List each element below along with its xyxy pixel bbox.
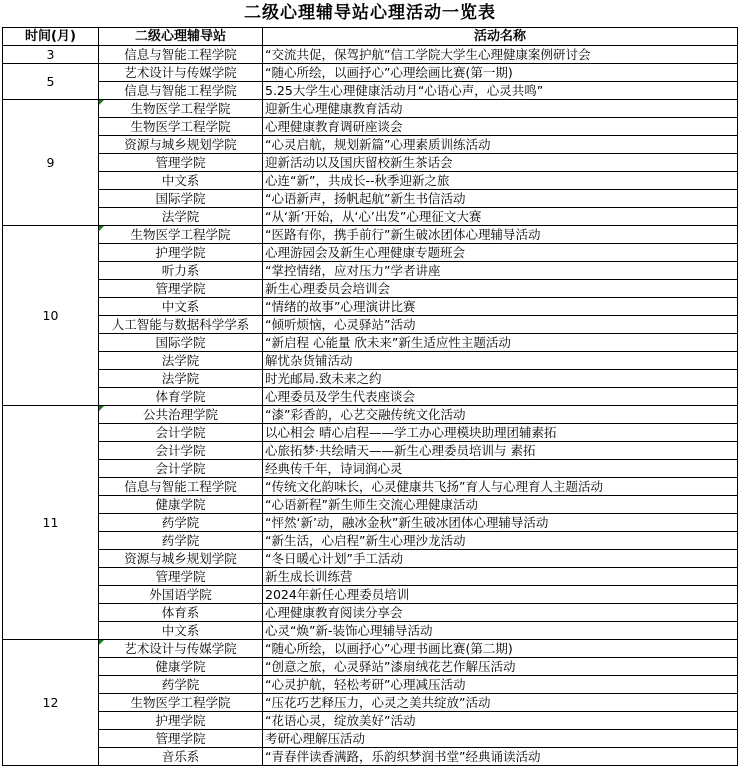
station-cell: 听力系 <box>99 262 263 280</box>
station-cell: 健康学院 <box>99 496 263 514</box>
station-cell: 国际学院 <box>99 334 263 352</box>
activity-cell: “怦然‘新’动，融冰金秋”新生破冰团体心理辅导活动 <box>263 514 738 532</box>
station-cell: 音乐系 <box>99 748 263 766</box>
table-row <box>3 568 738 586</box>
month-cell: 5 <box>3 64 99 100</box>
station-cell: 生物医学工程学院 <box>99 118 263 136</box>
table-row <box>3 190 738 208</box>
station-cell: 外国语学院 <box>99 586 263 604</box>
station-cell: 公共治理学院 <box>99 406 263 424</box>
activity-cell: 解忧杂货铺活动 <box>263 352 738 370</box>
table-row <box>3 712 738 730</box>
table-row <box>3 226 738 244</box>
activity-cell: 迎新生心理健康教育活动 <box>263 100 738 118</box>
activity-cell: “心灵启航，规划新篇”心理素质训练活动 <box>263 136 738 154</box>
activity-cell: “随心所绘，以画抒心”心理绘画比赛(第一期) <box>263 64 738 82</box>
table-row <box>3 388 738 406</box>
table-row <box>3 478 738 496</box>
month-cell: 11 <box>3 406 99 640</box>
table-row <box>3 748 738 766</box>
station-cell: 会计学院 <box>99 424 263 442</box>
station-cell: 资源与城乡规划学院 <box>99 550 263 568</box>
header-row <box>3 28 738 46</box>
table-row <box>3 46 738 64</box>
activity-cell: 心理游园会及新生心理健康专题班会 <box>263 244 738 262</box>
activity-cell: “压花巧艺释压力，心灵之美共绽放”活动 <box>263 694 738 712</box>
table-row <box>3 100 738 118</box>
header-activity: 活动名称 <box>263 28 738 46</box>
station-cell: 人工智能与数据科学学系 <box>99 316 263 334</box>
table-body <box>3 46 738 766</box>
table-row <box>3 730 738 748</box>
station-cell: 中文系 <box>99 298 263 316</box>
activity-cell: “心语新声，扬帆起航”新生书信活动 <box>263 190 738 208</box>
activity-cell: 心理委员及学生代表座谈会 <box>263 388 738 406</box>
station-cell: 药学院 <box>99 532 263 550</box>
table-row <box>3 370 738 388</box>
activity-cell: “花语心灵，绽放美好”活动 <box>263 712 738 730</box>
station-cell: 中文系 <box>99 622 263 640</box>
station-cell: 信息与智能工程学院 <box>99 478 263 496</box>
table-row <box>3 622 738 640</box>
table-row <box>3 118 738 136</box>
activity-table <box>2 27 738 766</box>
table-row <box>3 406 738 424</box>
activity-cell: “传统文化韵味长，心灵健康共飞扬”育人与心理育人主题活动 <box>263 478 738 496</box>
station-cell: 信息与智能工程学院 <box>99 82 263 100</box>
table-row <box>3 442 738 460</box>
table-row <box>3 316 738 334</box>
activity-cell: “情绪的故事”心理演讲比赛 <box>263 298 738 316</box>
activity-cell: 经典传千年，诗词润心灵 <box>263 460 738 478</box>
activity-cell: 以心相会 晴心启程——学工办心理模块助理团辅素拓 <box>263 424 738 442</box>
station-cell: 艺术设计与传媒学院 <box>99 64 263 82</box>
table-row <box>3 424 738 442</box>
activity-cell: “创意之旅，心灵驿站”漆扇绒花艺作解压活动 <box>263 658 738 676</box>
table-row <box>3 244 738 262</box>
table-row <box>3 154 738 172</box>
activity-cell: 心连“新”，共成长--秋季迎新之旅 <box>263 172 738 190</box>
station-cell: 资源与城乡规划学院 <box>99 136 263 154</box>
table-row <box>3 640 738 658</box>
activity-cell: “掌控情绪，应对压力”学者讲座 <box>263 262 738 280</box>
activity-cell: “冬日暖心计划”手工活动 <box>263 550 738 568</box>
table-row <box>3 334 738 352</box>
header-month: 时间(月) <box>3 28 99 46</box>
station-cell: 法学院 <box>99 370 263 388</box>
station-cell: 体育系 <box>99 604 263 622</box>
station-cell: 艺术设计与传媒学院 <box>99 640 263 658</box>
table-row <box>3 262 738 280</box>
table-row <box>3 298 738 316</box>
activity-cell: “从‘新’开始，从‘心’出发”心理征文大赛 <box>263 208 738 226</box>
station-cell: 法学院 <box>99 352 263 370</box>
station-cell: 会计学院 <box>99 460 263 478</box>
table-row <box>3 208 738 226</box>
activity-cell: “医路有你，携手前行”新生破冰团体心理辅导活动 <box>263 226 738 244</box>
activity-cell: 心理健康教育调研座谈会 <box>263 118 738 136</box>
station-cell: 护理学院 <box>99 244 263 262</box>
table-row <box>3 586 738 604</box>
station-cell: 生物医学工程学院 <box>99 100 263 118</box>
activity-cell: 5.25大学生心理健康活动月“心语心声，心灵共鸣” <box>263 82 738 100</box>
activity-cell: 新生成长训练营 <box>263 568 738 586</box>
activity-cell: 2024年新任心理委员培训 <box>263 586 738 604</box>
activity-cell: 心理健康教育阅读分享会 <box>263 604 738 622</box>
activity-cell: 时光邮局.致未来之约 <box>263 370 738 388</box>
activity-cell: “漆”彩香韵，心艺交融传统文化活动 <box>263 406 738 424</box>
table-row <box>3 514 738 532</box>
table-row <box>3 172 738 190</box>
month-cell: 12 <box>3 640 99 766</box>
station-cell: 药学院 <box>99 676 263 694</box>
activity-cell: “倾听烦恼，心灵驿站”活动 <box>263 316 738 334</box>
station-cell: 信息与智能工程学院 <box>99 46 263 64</box>
activity-cell: “青春伴读香满路，乐韵织梦润书堂”经典诵读活动 <box>263 748 738 766</box>
activity-cell: “新生活，心启程”新生心理沙龙活动 <box>263 532 738 550</box>
activity-cell: 心旅拓梦·共绘晴天——新生心理委员培训与 素拓 <box>263 442 738 460</box>
station-cell: 管理学院 <box>99 730 263 748</box>
activity-cell: “心语新程”新生师生交流心理健康活动 <box>263 496 738 514</box>
month-cell: 10 <box>3 226 99 406</box>
table-row <box>3 532 738 550</box>
activity-cell: “心灵护航，轻松考研”心理减压活动 <box>263 676 738 694</box>
activity-cell: 迎新活动以及国庆留校新生茶话会 <box>263 154 738 172</box>
activity-cell: 心灵“焕”新-装饰心理辅导活动 <box>263 622 738 640</box>
table-row <box>3 460 738 478</box>
station-cell: 管理学院 <box>99 154 263 172</box>
table-row <box>3 82 738 100</box>
month-cell: 3 <box>3 46 99 64</box>
activity-cell: 新生心理委员会培训会 <box>263 280 738 298</box>
activity-cell: 考研心理解压活动 <box>263 730 738 748</box>
activity-cell: “交流共促，保驾护航”信工学院大学生心理健康案例研讨会 <box>263 46 738 64</box>
station-cell: 管理学院 <box>99 280 263 298</box>
header-station: 二级心理辅导站 <box>99 28 263 46</box>
table-row <box>3 550 738 568</box>
table-row <box>3 136 738 154</box>
station-cell: 会计学院 <box>99 442 263 460</box>
station-cell: 药学院 <box>99 514 263 532</box>
table-row <box>3 352 738 370</box>
station-cell: 法学院 <box>99 208 263 226</box>
station-cell: 生物医学工程学院 <box>99 226 263 244</box>
station-cell: 国际学院 <box>99 190 263 208</box>
station-cell: 中文系 <box>99 172 263 190</box>
station-cell: 生物医学工程学院 <box>99 694 263 712</box>
station-cell: 体育学院 <box>99 388 263 406</box>
table-row <box>3 694 738 712</box>
table-row <box>3 280 738 298</box>
month-cell: 9 <box>3 100 99 226</box>
activity-cell: “随心所绘，以画抒心”心理书画比赛(第二期) <box>263 640 738 658</box>
table-row <box>3 658 738 676</box>
station-cell: 管理学院 <box>99 568 263 586</box>
station-cell: 护理学院 <box>99 712 263 730</box>
station-cell: 健康学院 <box>99 658 263 676</box>
table-row <box>3 604 738 622</box>
table-title: 二级心理辅导站心理活动一览表 <box>244 3 496 23</box>
table-row <box>3 64 738 82</box>
table-row <box>3 496 738 514</box>
table-row <box>3 676 738 694</box>
activity-cell: “新启程 心能量 欣未来”新生适应性主题活动 <box>263 334 738 352</box>
